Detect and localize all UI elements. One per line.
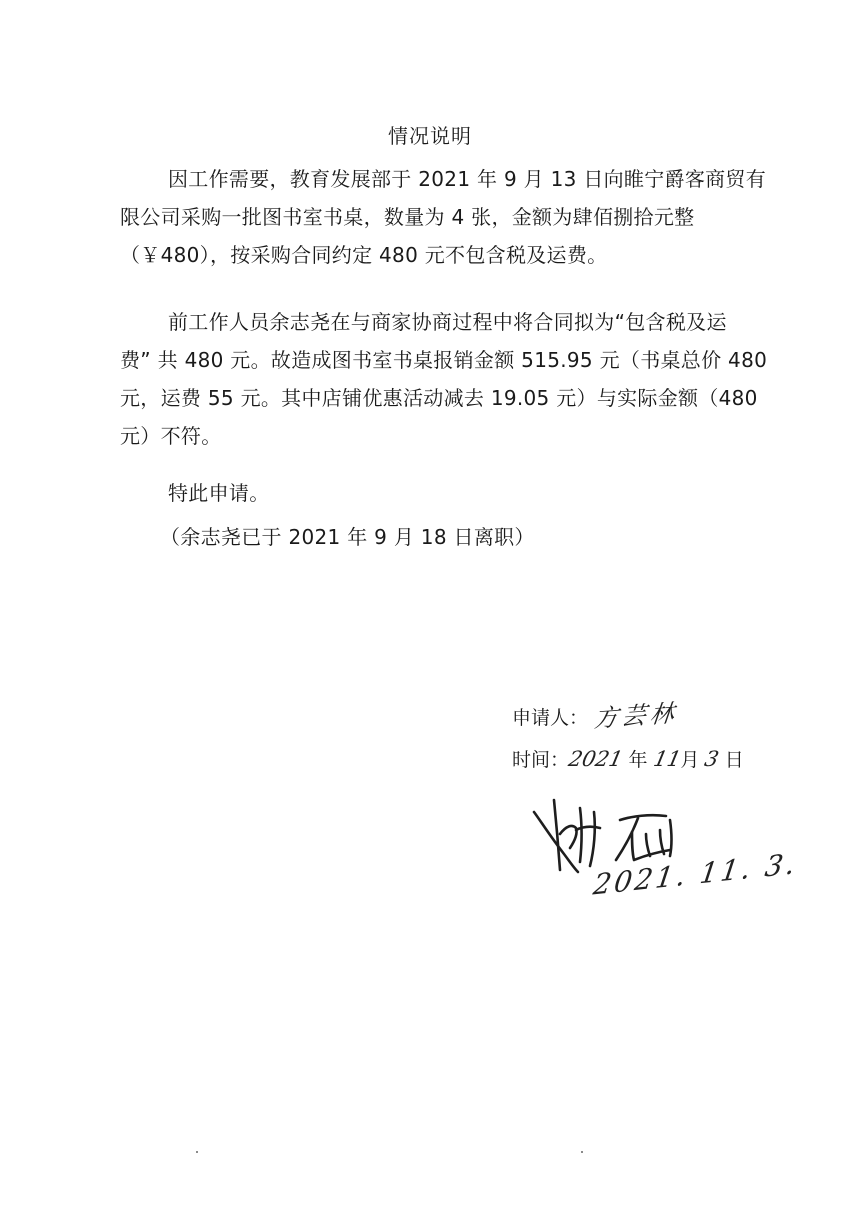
paragraph-note bbox=[120, 518, 750, 556]
paragraph-line: （余志尧已于 2021 年 9 月 18 日离职） bbox=[160, 525, 535, 549]
paragraph-discrepancy bbox=[120, 303, 768, 455]
document-title: 情况说明 bbox=[388, 124, 472, 148]
month-char: 月 bbox=[680, 749, 700, 771]
paragraph-line: 因工作需要，教育发展部于 2021 年 9 月 13 日向睢宁爵客商贸有 bbox=[168, 167, 767, 191]
paragraph-line: 元，运费 55 元。其中店铺优惠活动减去 19.05 元）与实际金额（480 bbox=[120, 386, 758, 410]
applicant-row bbox=[512, 698, 680, 734]
paragraph-line: 元）不符。 bbox=[120, 424, 222, 448]
day-char: 日 bbox=[724, 749, 744, 771]
paragraph-line: 费” 共 480 元。故造成图书室书桌报销金额 515.95 元（书桌总价 480 bbox=[120, 348, 768, 372]
scan-dot bbox=[581, 1151, 583, 1153]
scan-dot bbox=[196, 1151, 198, 1153]
paragraph-line: （￥480），按采购合同约定 480 元不包含税及运费。 bbox=[120, 243, 608, 267]
paragraph-line: 前工作人员余志尧在与商家协商过程中将合同拟为“包含税及运 bbox=[168, 310, 727, 334]
applicant-label: 申请人： bbox=[512, 707, 589, 729]
applicant-signature: 方芸林 bbox=[592, 698, 680, 734]
date-label: 时间： bbox=[512, 749, 570, 771]
date-month: 11 bbox=[651, 747, 683, 771]
year-char: 年 bbox=[628, 749, 648, 771]
date-day: 3 bbox=[702, 747, 722, 771]
approval-date: 2021. 11. 3. bbox=[591, 846, 801, 902]
paragraph-request bbox=[120, 474, 750, 512]
paragraph-line: 限公司采购一批图书室书桌，数量为 4 张，金额为肆佰捌拾元整 bbox=[120, 205, 695, 229]
paragraph-line: 特此申请。 bbox=[168, 481, 270, 505]
date-year: 2021 bbox=[566, 747, 626, 771]
date-row bbox=[512, 745, 744, 774]
paragraph-purchase-details bbox=[120, 160, 767, 274]
